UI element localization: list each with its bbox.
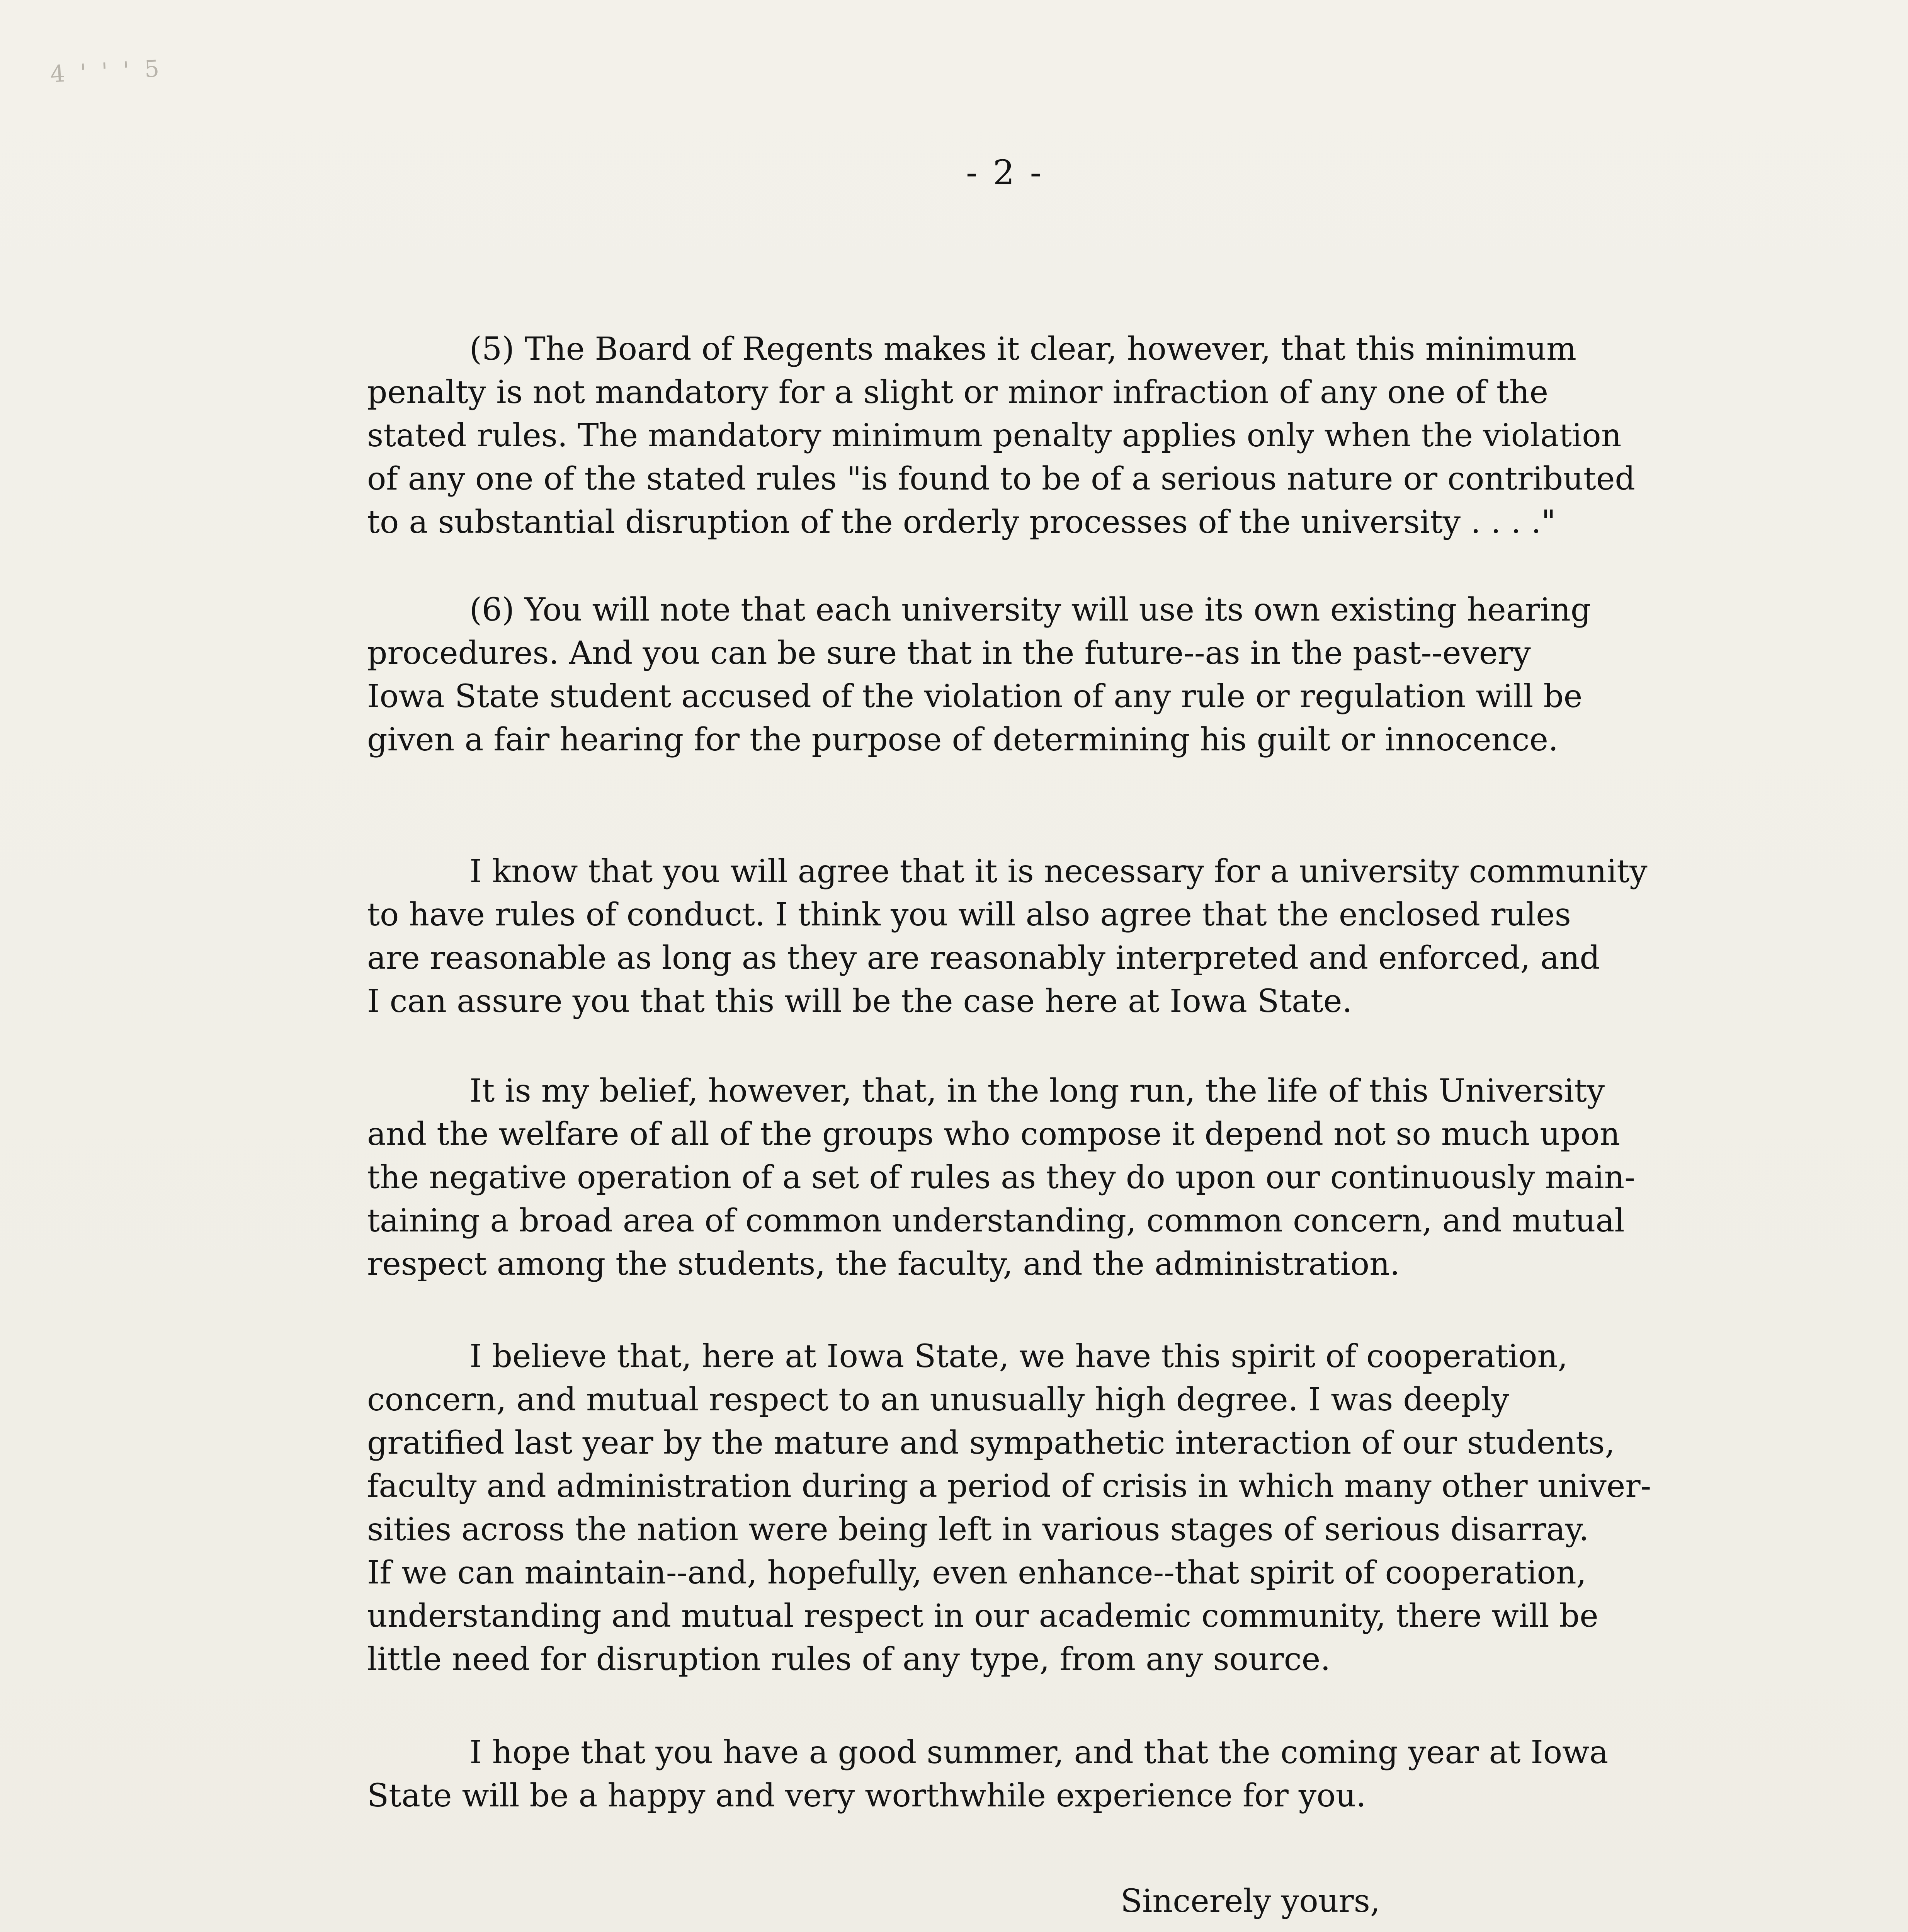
paragraph-line: and the welfare of all of the groups who compose it depend not so much upon	[367, 1116, 1620, 1153]
page-number: - 2 -	[966, 153, 1044, 192]
corner-pencil-mark: 4 ' ' ' 5	[49, 55, 164, 88]
paragraph-line: If we can maintain--and, hopefully, even enhance--that spirit of cooperation,	[367, 1554, 1587, 1591]
paragraph-line: taining a broad area of common understanding, common concern, and mutual	[367, 1202, 1625, 1239]
paragraph-summer	[367, 1731, 1750, 1818]
paragraph-line: State will be a happy and very worthwhile experience for you.	[367, 1777, 1366, 1814]
paragraph-line: respect among the students, the faculty, and the administration.	[367, 1246, 1400, 1282]
paragraph-line: procedures. And you can be sure that in the future--as in the past--every	[367, 635, 1531, 672]
paragraph-rules-of-conduct	[367, 850, 1750, 1023]
paragraph-line: (5) The Board of Regents makes it clear, however, that this minimum	[469, 331, 1576, 367]
paragraph-line: to have rules of conduct. I think you will also agree that the enclosed rules	[367, 896, 1571, 933]
paragraph-line: little need for disruption rules of any type, from any source.	[367, 1641, 1331, 1678]
paragraph-line: given a fair hearing for the purpose of determining his guilt or innocence.	[367, 721, 1558, 758]
paragraph-line: understanding and mutual respect in our academic community, there will be	[367, 1598, 1599, 1634]
paragraph-line: Iowa State student accused of the violation of any rule or regulation will be	[367, 678, 1583, 715]
paragraph-cooperation	[367, 1335, 1750, 1681]
paragraph-5	[367, 328, 1750, 544]
paragraph-line: (6) You will note that each university will use its own existing hearing	[469, 592, 1591, 628]
paragraph-6	[367, 588, 1750, 762]
paragraph-line: the negative operation of a set of rules as they do upon our continuously main-	[367, 1159, 1635, 1196]
paragraph-line: penalty is not mandatory for a slight or minor infraction of any one of the	[367, 374, 1548, 411]
paragraph-line: I can assure you that this will be the case here at Iowa State.	[367, 983, 1352, 1020]
paragraph-line: sities across the nation were being left in various stages of serious disarray.	[367, 1511, 1589, 1548]
paragraph-line: of any one of the stated rules "is found to be of a serious nature or contributed	[367, 461, 1635, 497]
handwritten-signature	[1097, 1928, 1437, 1932]
paragraph-line: I know that you will agree that it is necessary for a university community	[469, 853, 1648, 890]
paragraph-line: stated rules. The mandatory minimum penalty applies only when the violation	[367, 417, 1622, 454]
paragraph-line: to a substantial disruption of the orderly processes of the university . . . ."	[367, 504, 1556, 541]
paragraph-line: It is my belief, however, that, in the long run, the life of this University	[469, 1073, 1605, 1109]
closing-salutation: Sincerely yours,	[1121, 1883, 1380, 1920]
paragraph-line: faculty and administration during a period of crisis in which many other univer-	[367, 1468, 1651, 1505]
paragraph-line: I hope that you have a good summer, and that the coming year at Iowa	[469, 1734, 1609, 1771]
paragraph-line: are reasonable as long as they are reasonably interpreted and enforced, and	[367, 940, 1600, 976]
paragraph-line: I believe that, here at Iowa State, we have this spirit of cooperation,	[469, 1338, 1568, 1375]
paragraph-belief	[367, 1070, 1750, 1286]
paragraph-line: gratified last year by the mature and sympathetic interaction of our students,	[367, 1425, 1615, 1461]
paragraph-line: concern, and mutual respect to an unusually high degree. I was deeply	[367, 1381, 1510, 1418]
